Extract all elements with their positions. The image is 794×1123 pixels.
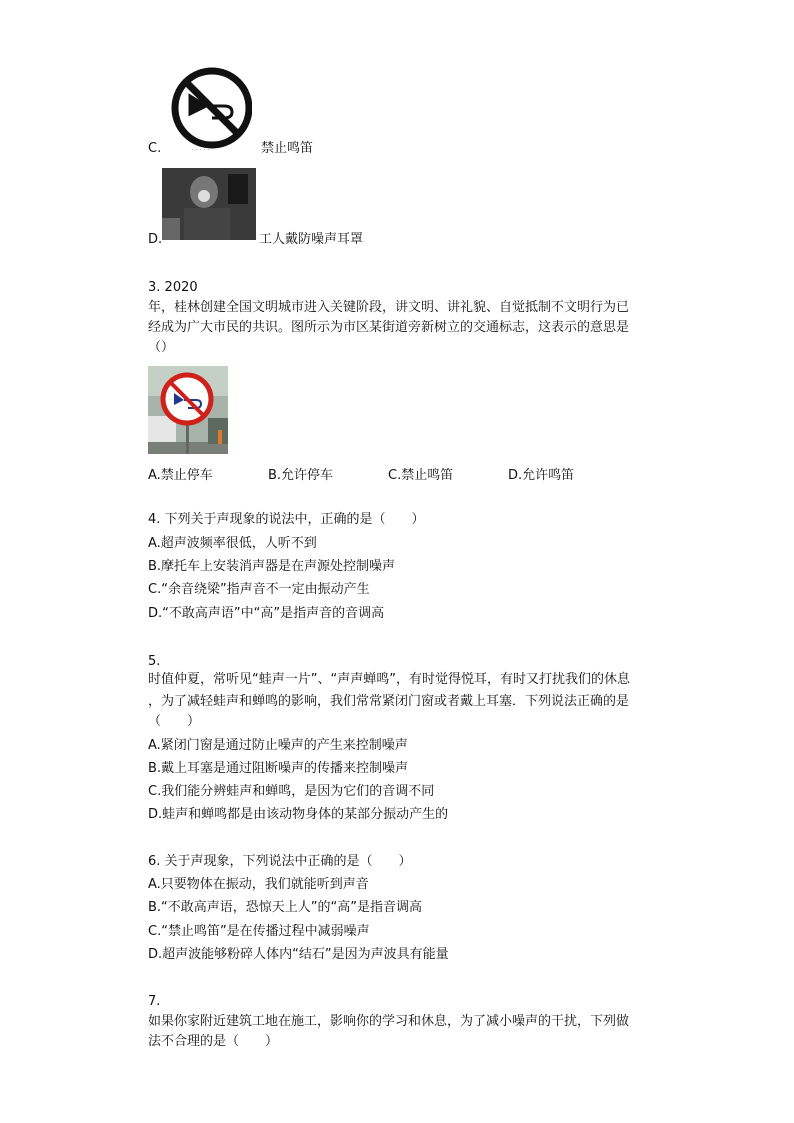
q5-option-a: A.紧闭门窗是通过防止噪声的产生来控制噪声 <box>148 738 408 753</box>
q6-option-a: A.只要物体在振动，我们就能听到声音 <box>148 877 369 892</box>
q4-option-a: A.超声波频率很低，人听不到 <box>148 536 317 551</box>
q4-option-d: D.“不敢高声语”中“高”是指声音的音调高 <box>148 606 385 621</box>
q2-option-c-text: 禁止鸣笛 <box>261 141 314 156</box>
q5-stem-line1: 时值仲夏，常听见“蛙声一片”、“声声蝉鸣”，有时觉得悦耳，有时又打扰我们的休息 <box>148 672 630 687</box>
q2-option-d-letter: D. <box>148 232 163 247</box>
q3-stem-line2: 经成为广大市民的共识。图所示为市区某街道旁新树立的交通标志，这表示的意思是 <box>148 320 630 335</box>
q3-number <box>148 278 198 298</box>
q2-option-d-text: 工人戴防噪声耳罩 <box>259 232 364 247</box>
q6-stem: 6. 关于声现象，下列说法中正确的是（ ） <box>148 854 412 869</box>
no-honking-sign-image <box>162 66 252 154</box>
q3-stem-line3: （） <box>148 340 175 355</box>
q5-number: 5. <box>148 654 161 669</box>
q5-option-c: C.我们能分辨蛙声和蝉鸣，是因为它们的音调不同 <box>148 784 435 799</box>
q4-option-c: C.“余音绕梁”指声音不一定由振动产生 <box>148 582 370 597</box>
q5-stem-line2: ，为了减轻蛙声和蝉鸣的影响，我们常常紧闭门窗或者戴上耳塞．下列说法正确的是 <box>148 694 630 709</box>
q7-stem-line2: 法不合理的是（ ） <box>148 1034 279 1049</box>
q3-option-a: A.禁止停车 <box>148 468 213 483</box>
q5-option-d: D.蛙声和蝉鸣都是由该动物身体的某部分振动产生的 <box>148 807 449 822</box>
q5-stem-line3: （ ） <box>148 714 201 729</box>
q6-option-b: B.“不敢高声语，恐惊天上人”的“高”是指音调高 <box>148 900 422 915</box>
q3-year: 2020 <box>164 280 198 295</box>
q3-option-c: C.禁止鸣笛 <box>388 468 454 483</box>
svg-text:· · · · ·: · · · · · <box>192 147 210 154</box>
q4-stem: 4. 下列关于声现象的说法中，正确的是（ ） <box>148 512 425 527</box>
q3-option-d: D.允许鸣笛 <box>508 468 575 483</box>
q3-number-label: 3. <box>148 280 161 295</box>
q2-option-c-letter: C. <box>148 141 162 156</box>
q7-stem-line1: 如果你家附近建筑工地在施工，影响你的学习和休息，为了减小噪声的干扰，下列做 <box>148 1014 630 1029</box>
q5-option-b: B.戴上耳塞是通过阻断噪声的传播来控制噪声 <box>148 761 409 776</box>
worker-earmuff-photo <box>162 168 256 240</box>
q3-stem-line1: 年，桂林创建全国文明城市进入关键阶段，讲文明、讲礼貌、自觉抵制不文明行为已 <box>148 300 630 315</box>
q7-number: 7. <box>148 994 161 1009</box>
q3-option-b: B.允许停车 <box>268 468 334 483</box>
traffic-sign-drawing <box>148 366 228 454</box>
q4-option-b: B.摩托车上安装消声器是在声源处控制噪声 <box>148 559 396 574</box>
q6-option-d: D.超声波能够粉碎人体内“结石”是因为声波具有能量 <box>148 947 449 962</box>
q6-option-c: C.“禁止鸣笛”是在传播过程中减弱噪声 <box>148 924 370 939</box>
worker-photo-drawing <box>162 168 256 240</box>
traffic-sign-photo <box>148 366 228 454</box>
